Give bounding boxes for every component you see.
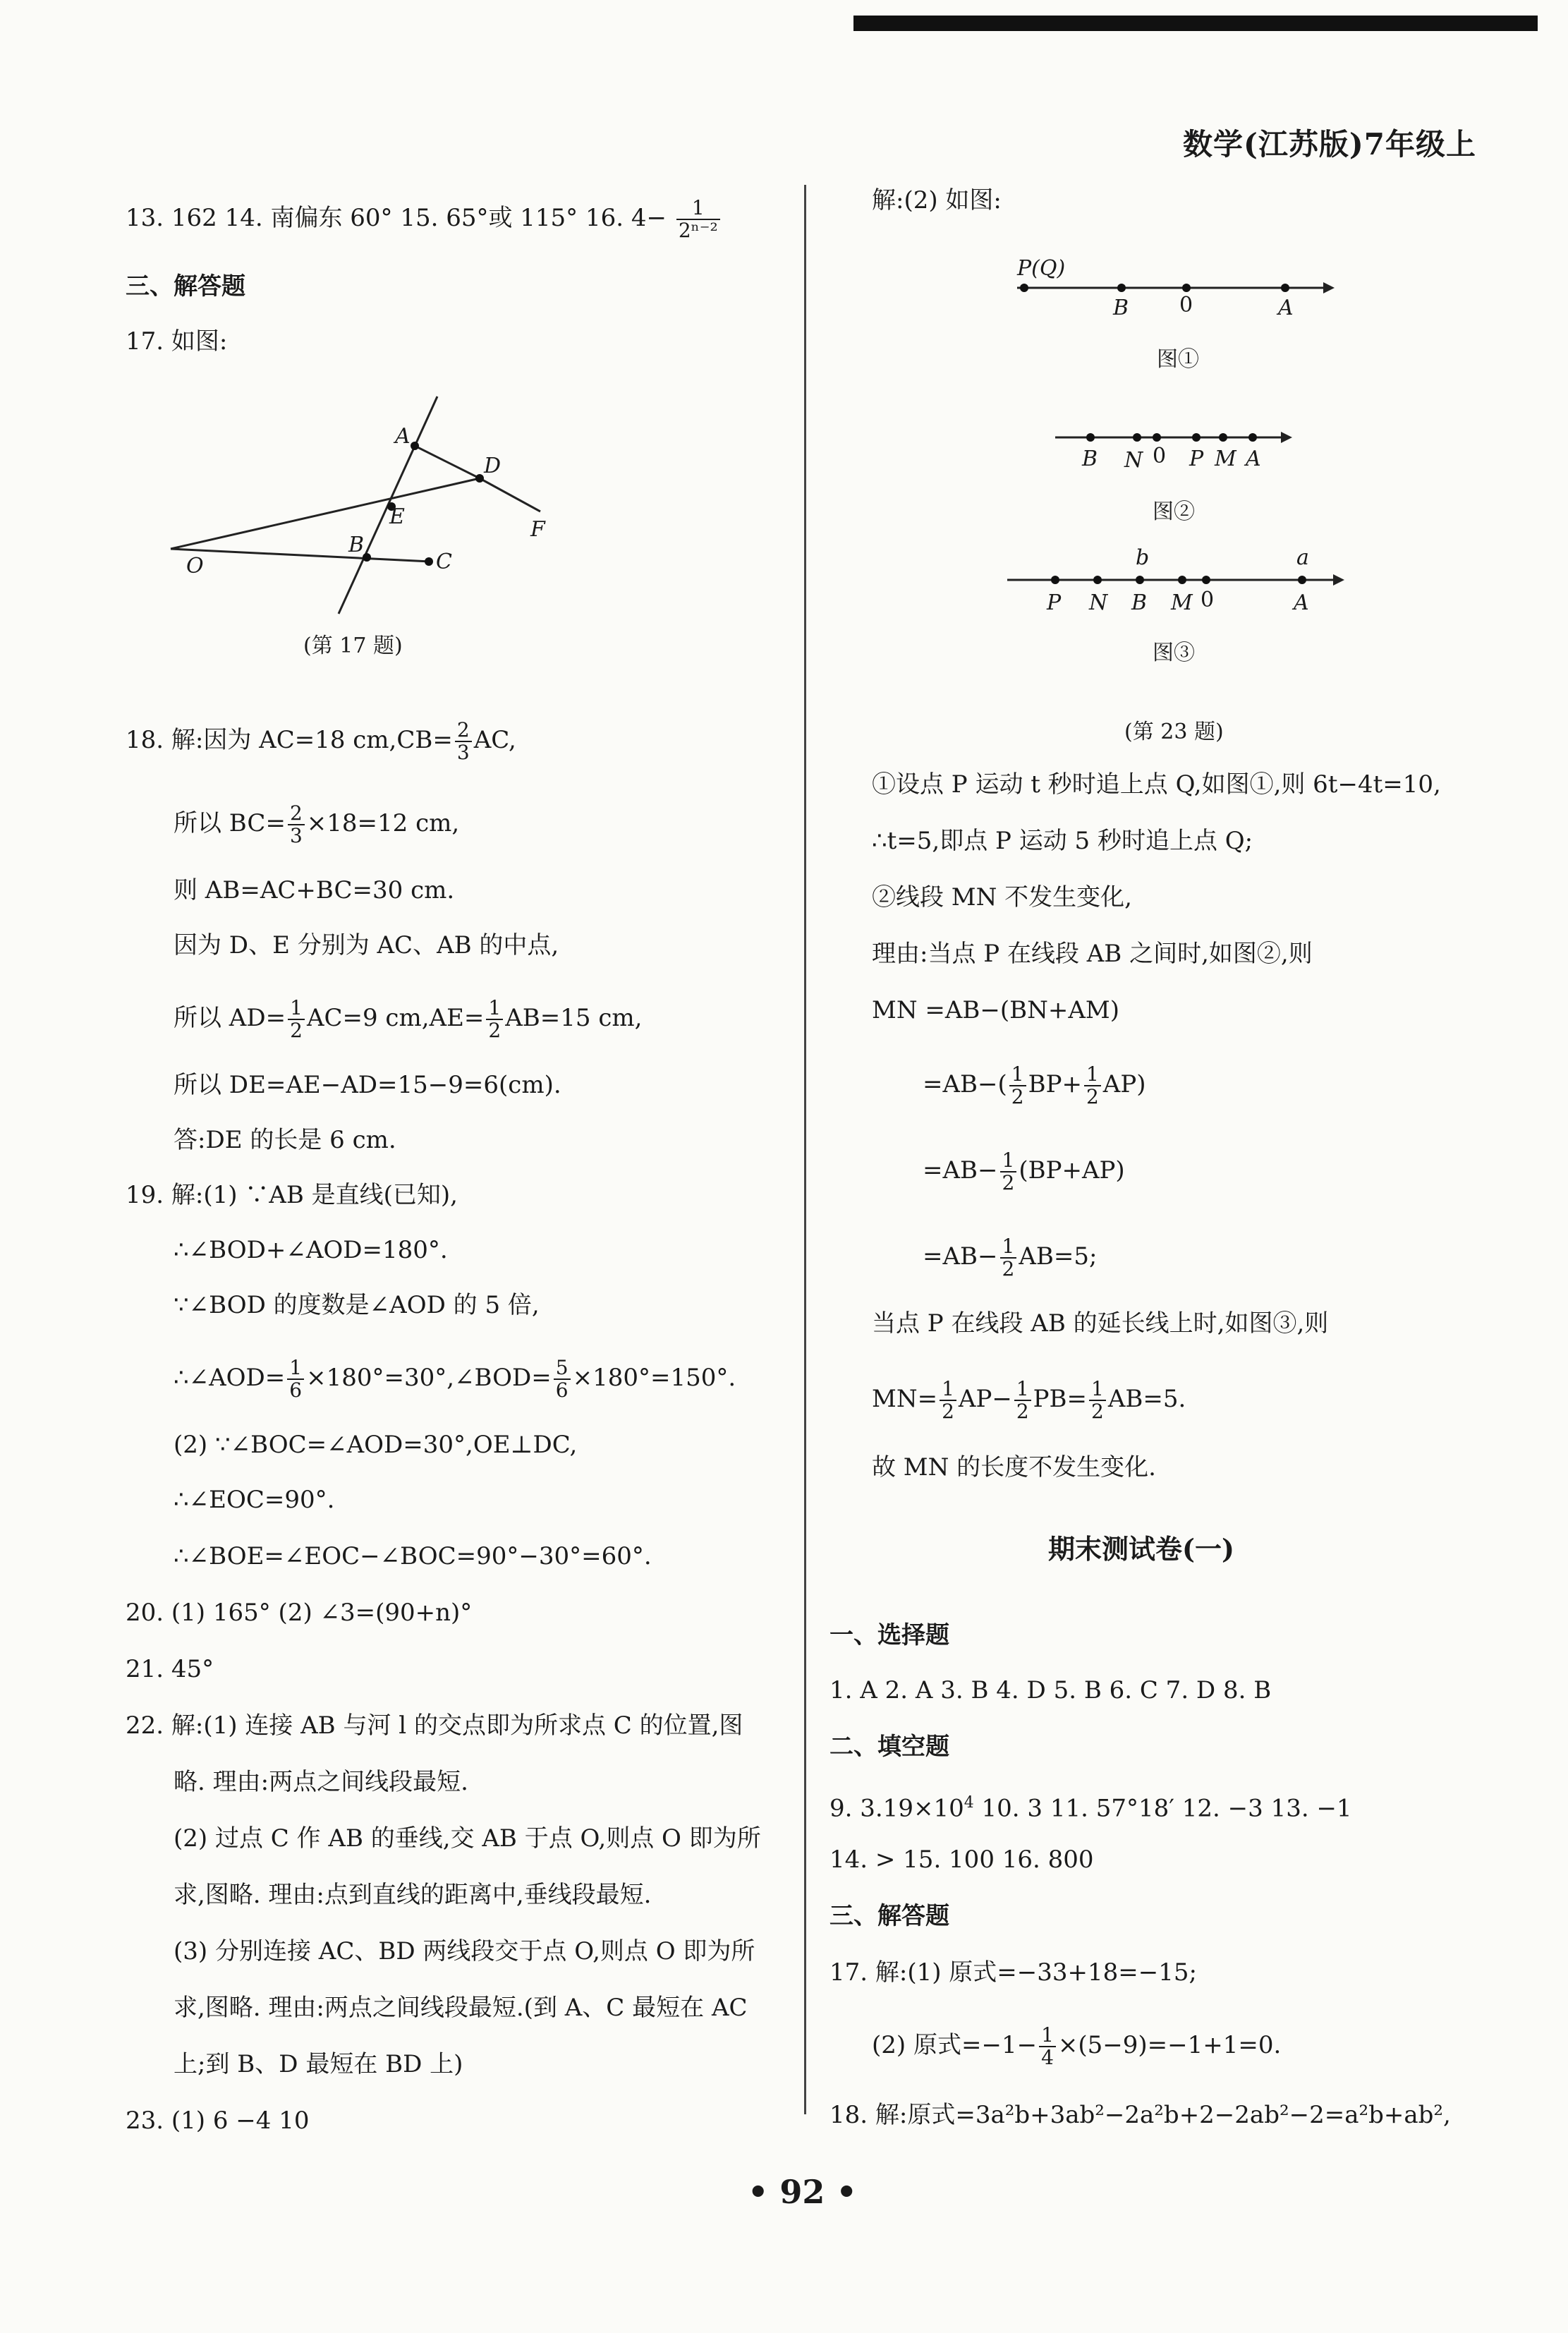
point-0 [1153, 433, 1161, 442]
fraction: $\frac{1}{2}$ [1009, 1064, 1026, 1108]
label-E: E [389, 504, 405, 529]
q20: 20. (1) 165° (2) ∠3=(90+n)° [126, 1599, 473, 1627]
q22-line5: (3) 分别连接 AC、BD 两线段交于点 O,则点 O 即为所 [174, 1937, 755, 1965]
label-O: O [186, 554, 204, 578]
arrow-head [1323, 282, 1335, 293]
fraction: $\frac{5}{6}$ [554, 1357, 571, 1401]
exam-q17: 17. 解:(1) 原式=−33+18=−15; [829, 1958, 1197, 1987]
r-line11: 故 MN 的长度不发生变化. [872, 1453, 1156, 1481]
point-C [425, 557, 433, 566]
label-A: A [1246, 447, 1261, 471]
q18-line6: 所以 DE=AE−AD=15−9=6(cm). [174, 1071, 561, 1099]
fraction: $\frac{1}{4}$ [1039, 2025, 1056, 2068]
label-0: 0 [1179, 293, 1193, 317]
point-PQ [1020, 284, 1028, 292]
section-choice: 一、选择题 [829, 1621, 949, 1649]
q17-label: 17. 如图: [126, 327, 228, 356]
section-heading: 三、解答题 [126, 272, 245, 301]
point-A [1298, 576, 1306, 584]
point-P [1192, 433, 1201, 442]
fraction: $\frac{1}{2}$ [1089, 1378, 1106, 1422]
section-solve: 三、解答题 [829, 1902, 949, 1930]
fraction: $\frac{1}{2}$ [1084, 1064, 1101, 1108]
label-A: A [395, 424, 411, 449]
fraction: $\frac{1}{2}$ [1014, 1378, 1031, 1422]
point-D [475, 474, 484, 483]
exam-q18: 18. 解:原式=3a²b+3ab²−2a²b+2−2ab²−2=a²b+ab², [829, 2101, 1451, 2129]
fill-answers-2: 14. > 15. 100 16. 800 [829, 1846, 1094, 1874]
ray-DF [480, 478, 540, 511]
page-header: 数学(江苏版)7年级上 [1183, 127, 1476, 162]
answers-13-16 [126, 198, 722, 241]
r-line3: ②线段 MN 不发生变化, [872, 883, 1132, 911]
label-B: B [348, 533, 365, 557]
label-a: a [1296, 545, 1309, 570]
label-M: M [1215, 447, 1236, 471]
fraction: $\frac{1}{2}$ [486, 998, 503, 1041]
label-0: 0 [1201, 588, 1215, 612]
point-M [1178, 576, 1186, 584]
label-M: M [1171, 590, 1193, 615]
fraction: $\frac{2}{3}$ [288, 803, 305, 847]
label-P: P [1047, 590, 1062, 615]
arrow-head [1281, 432, 1292, 443]
q18-line4: 因为 D、E 分别为 AC、AB 的中点, [174, 931, 559, 959]
point-M [1219, 433, 1227, 442]
fraction: $\frac{1}{\text{2ⁿ⁻²}}$ [676, 198, 720, 241]
q18-line3: 则 AB=AC+BC=30 cm. [174, 876, 455, 904]
point-N [1093, 576, 1102, 584]
r-line6: =AB−( $\frac{1}{2}$ BP+ $\frac{1}{2}$ AP) [923, 1062, 1146, 1108]
r-line1: ①设点 P 运动 t 秒时追上点 Q,如图①,则 6t−4t=10, [872, 770, 1441, 799]
r-line2: ∴t=5,即点 P 运动 5 秒时追上点 Q; [872, 827, 1253, 855]
caption-23: (第 23 题) [1124, 720, 1224, 744]
point-A [411, 442, 419, 450]
page-number: • 92 • [748, 2173, 857, 2211]
q19-line1: 19. 解:(1) ∵AB 是直线(已知), [126, 1181, 458, 1209]
fraction: $\frac{1}{2}$ [1000, 1236, 1017, 1280]
q18-line7: 答:DE 的长是 6 cm. [174, 1126, 396, 1154]
q23-part1: 23. (1) 6 −4 10 [126, 2107, 310, 2135]
label-N: N [1089, 590, 1108, 615]
label-P: P [1189, 447, 1204, 471]
r-line9: 当点 P 在线段 AB 的延长线上时,如图③,则 [872, 1309, 1329, 1338]
point-A [1248, 433, 1257, 442]
line-OD [171, 478, 480, 549]
label-C: C [436, 550, 452, 574]
q22-line2: 略. 理由:两点之间线段最短. [174, 1768, 468, 1796]
q22-line4: 求,图略. 理由:点到直线的距离中,垂线段最短. [174, 1881, 652, 1909]
label-D: D [484, 454, 502, 478]
line-OC [171, 549, 430, 562]
fraction: $\frac{1}{6}$ [287, 1357, 304, 1401]
point-P [1051, 576, 1059, 584]
q19-line2: ∴∠BOD+∠AOD=180°. [174, 1236, 448, 1264]
label-B: B [1082, 447, 1098, 471]
answers-13-16-text: 13. 162 14. 南偏东 60° 15. 65°或 115° 16. 4− [126, 204, 667, 232]
segment-AD [415, 446, 480, 478]
exam-title: 期末测试卷(一) [1048, 1533, 1234, 1565]
figure-23-3 [1002, 543, 1354, 621]
label-F: F [530, 517, 545, 542]
label-b: b [1136, 545, 1150, 570]
top-rule [853, 16, 1538, 31]
figure-23-1 [1009, 247, 1347, 325]
q23-part2-label: 解:(2) 如图: [872, 186, 1002, 214]
point-B [1136, 576, 1144, 584]
point-B [1117, 284, 1126, 292]
caption-fig1: 图① [1157, 347, 1199, 372]
fraction: $\frac{1}{2}$ [940, 1378, 956, 1422]
q22-line1: 22. 解:(1) 连接 AB 与河 l 的交点即为所求点 C 的位置,图 [126, 1711, 743, 1740]
q22-line6: 求,图略. 理由:两点之间线段最短.(到 A、C 最短在 AC [174, 1994, 748, 2022]
choice-answers: 1. A 2. A 3. B 4. D 5. B 6. C 7. D 8. B [829, 1676, 1272, 1704]
q19-line3: ∵∠BOD 的度数是∠AOD 的 5 倍, [174, 1291, 540, 1319]
label-PQ: P(Q) [1017, 256, 1066, 281]
r-line8: =AB− $\frac{1}{2}$ AB=5; [923, 1235, 1098, 1280]
q19-line5: (2) ∵∠BOC=∠AOD=30°,OE⊥DC, [174, 1431, 578, 1459]
point-N [1133, 433, 1141, 442]
fraction: $\frac{1}{2}$ [288, 998, 305, 1041]
q18-line1: 18. 解:因为 AC=18 cm,CB= $\frac{2}{3}$ AC, [126, 718, 516, 764]
caption-fig3: 图③ [1153, 641, 1195, 665]
q21: 21. 45° [126, 1655, 214, 1683]
point-0 [1182, 284, 1191, 292]
fraction: $\frac{1}{2}$ [1000, 1150, 1017, 1194]
q19-line7: ∴∠BOE=∠EOC−∠BOC=90°−30°=60°. [174, 1542, 652, 1570]
exam-q17-part2: (2) 原式=−1− $\frac{1}{4}$ ×(5−9)=−1+1=0. [872, 2023, 1282, 2069]
caption-fig2: 图② [1153, 499, 1195, 524]
label-B: B [1113, 296, 1129, 320]
column-divider [804, 185, 806, 2114]
point-A [1281, 284, 1289, 292]
q18-line2: 所以 BC= $\frac{2}{3}$ ×18=12 cm, [174, 801, 460, 847]
label-0: 0 [1153, 444, 1167, 468]
point-0 [1202, 576, 1210, 584]
r-line7: =AB− $\frac{1}{2}$ (BP+AP) [923, 1149, 1125, 1194]
arrow-head [1333, 574, 1344, 586]
q19-line6: ∴∠EOC=90°. [174, 1486, 335, 1514]
label-A: A [1294, 590, 1309, 615]
fill-answers-1: 9. $3.19\times 10^4$ 10. 3 11. 57°18′ 12. −3 13. −1 [829, 1794, 1352, 1823]
fraction: $\frac{2}{3}$ [455, 720, 472, 763]
label-B: B [1131, 590, 1148, 615]
q22-line7: 上;到 B、D 最短在 BD 上) [174, 2050, 463, 2078]
point-B [1086, 433, 1095, 442]
q22-line3: (2) 过点 C 作 AB 的垂线,交 AB 于点 O,则点 O 即为所 [174, 1824, 761, 1853]
label-A: A [1278, 296, 1294, 320]
q18-line5: 所以 AD= $\frac{1}{2}$ AC=9 cm,AE= $\frac{1}{2}$ AB=15 cm, [174, 996, 643, 1042]
section-fill: 二、填空题 [829, 1733, 949, 1761]
figure-17 [162, 388, 557, 621]
r-line5: MN =AB−(BN+AM) [872, 996, 1120, 1024]
q19-line4: ∴∠AOD= $\frac{1}{6}$ ×180°=30°,∠BOD= $\frac{5}{6}$ ×180°=150°. [174, 1356, 736, 1402]
r-line4: 理由:当点 P 在线段 AB 之间时,如图②,则 [872, 940, 1313, 968]
figure-23-2 [1051, 416, 1305, 473]
caption-17: (第 17 题) [303, 634, 403, 658]
label-N: N [1124, 448, 1143, 473]
r-line10: MN= $\frac{1}{2}$ AP− $\frac{1}{2}$ PB= $\frac{1}{2}$ AB=5. [872, 1377, 1186, 1423]
